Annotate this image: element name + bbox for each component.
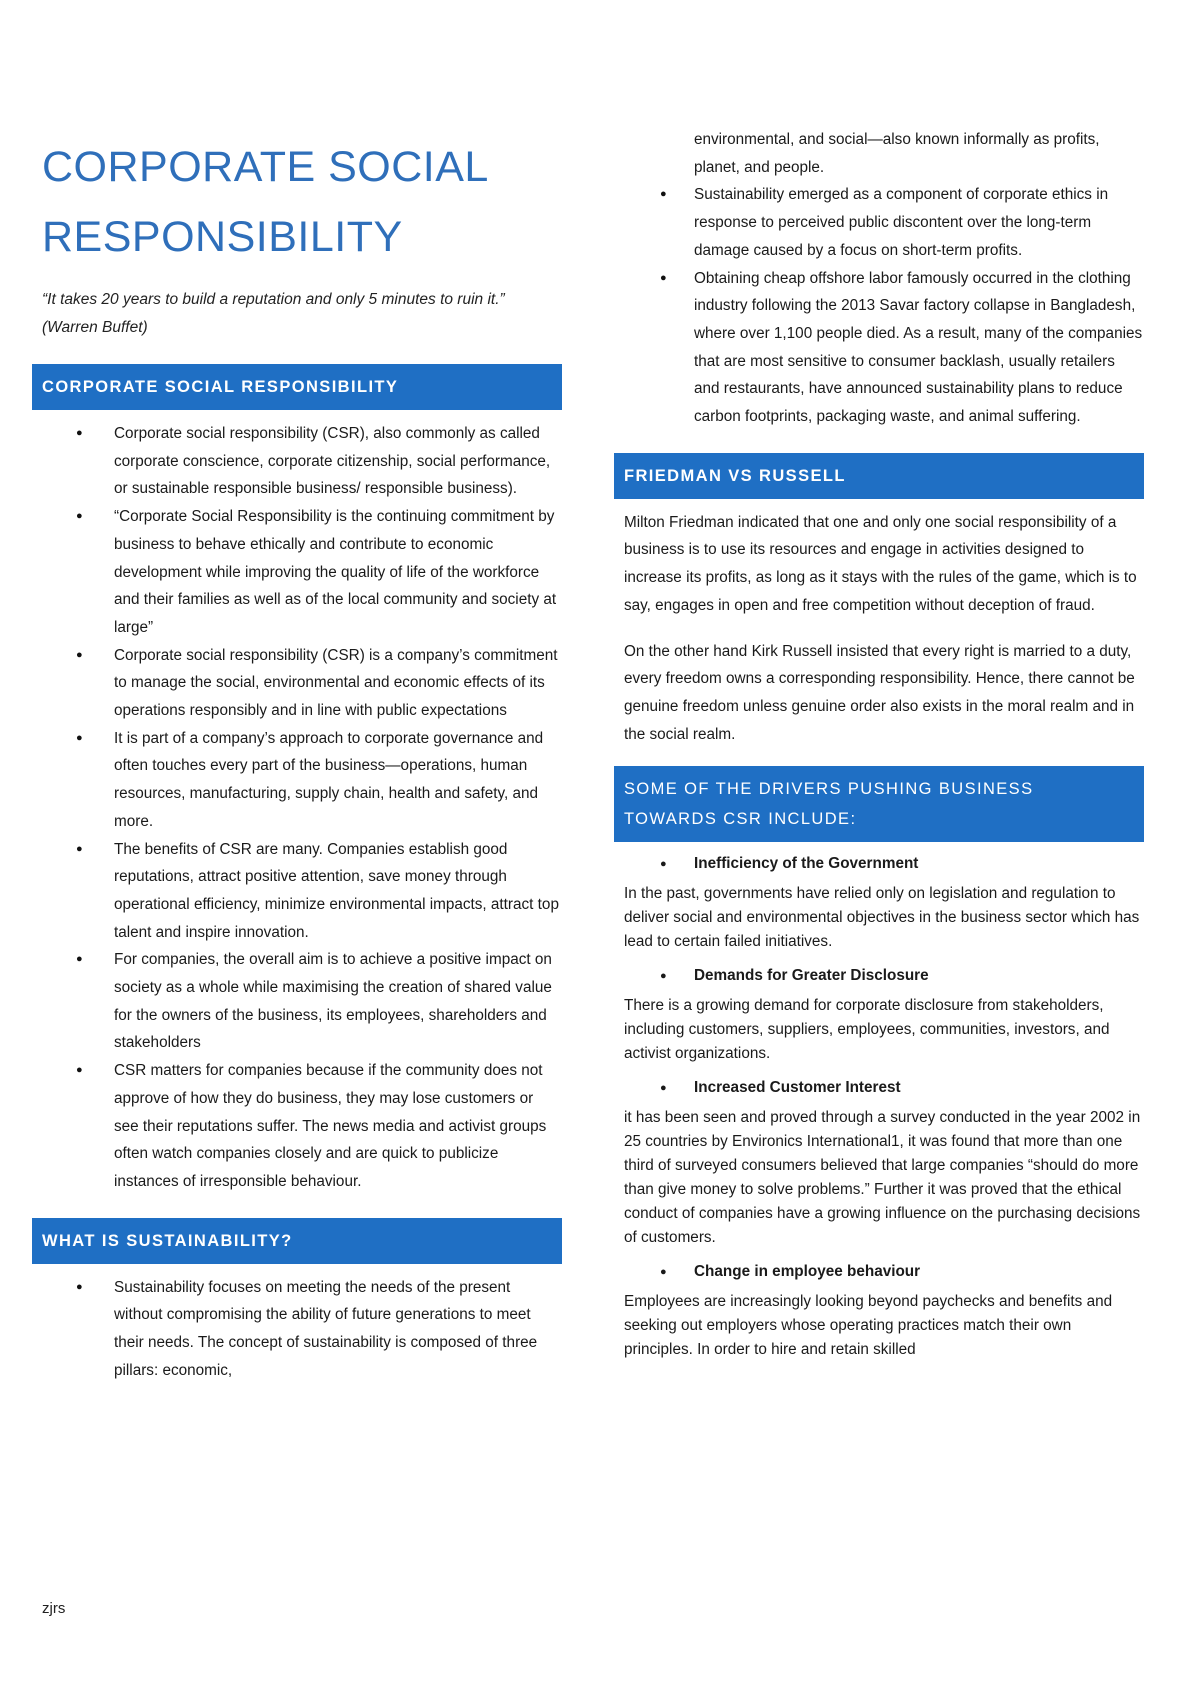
title-line-2: RESPONSIBILITY — [42, 213, 403, 261]
section-heading-csr: CORPORATE SOCIAL RESPONSIBILITY — [32, 364, 562, 410]
paragraph-russell: On the other hand Kirk Russell insisted that every right is married to a duty, every freedom owns a corresponding responsibility. Hence, there cannot be genuine freedom unless genuine order also exists in the moral realm and in the social realm. — [624, 642, 1135, 743]
opening-quote: “It takes 20 years to build a reputation and only 5 minutes to ruin it.” (Warren Buffet) — [42, 291, 505, 336]
list-item: ● The benefits of CSR are many. Companies establish good reputations, attract positive attention, save money through operational efficiency, minimize environmental impacts, attract top talent and inspire innovation. — [32, 836, 562, 947]
driver-text: In the past, governments have relied only on legislation and regulation to deliver social and environmental objectives in the business sector which has lead to certain failed initiatives. — [624, 885, 1140, 951]
footer-text: zjrs — [42, 1600, 66, 1617]
section-heading-friedman: FRIEDMAN VS RUSSELL — [614, 453, 1144, 499]
list-item: ● Sustainability emerged as a component of corporate ethics in response to perceived public discontent over the long-term damage caused by a focus on short-term profits. — [614, 181, 1144, 264]
list-item-continued: environmental, and social—also known informally as profits, planet, and people. — [694, 131, 1100, 176]
left-column — [32, 132, 562, 1407]
list-item: ● “Corporate Social Responsibility is the continuing commitment by business to behave ethically and contribute to economic development while improving the quality of life of the workforce and their families as well as of the local community and society at large” — [32, 503, 562, 642]
list-item: ● Corporate social responsibility (CSR) is a company’s commitment to manage the social, environmental and economic effects of its operations responsibly and in line with public expectations — [32, 642, 562, 725]
sustainability-bullet-list — [32, 1274, 562, 1385]
driver-text: it has been seen and proved through a survey conducted in the year 2002 in 25 countries by Environics International1, it was found that more than one third of surveyed consumers believed that large companies “should do more than give money to solve problems.” Further it was proved that the ethical conduct of companies have a growing influence on the purchasing decisions of customers. — [624, 1109, 1141, 1247]
section-heading-drivers — [614, 766, 1144, 842]
paragraph-friedman: Milton Friedman indicated that one and only one social responsibility of a business is to use its resources and engage in activities designed to increase its profits, as long as it stays with the rules of the game, which is to say, engages in open and free competition without deception of fraud. — [624, 513, 1137, 614]
csr-bullet-list — [32, 420, 562, 1196]
list-item: ● It is part of a company’s approach to corporate governance and often touches every part of the business—operations, human resources, manufacturing, supply chain, health and safety, and more. — [32, 725, 562, 836]
list-item: ● Sustainability focuses on meeting the needs of the present without compromising the ability of future generations to meet their needs. The concept of sustainability is composed of three pillars: economic, — [32, 1274, 562, 1385]
list-item: ● CSR matters for companies because if the community does not approve of how they do business, they may lose customers or see their reputations suffer. The news media and activist groups often watch companies closely and are quick to publicize instances of irresponsible behaviour. — [32, 1057, 562, 1196]
drivers-heading-line-1: SOME OF THE DRIVERS PUSHING BUSINESS — [624, 780, 1034, 799]
sustainability-bullet-list-continued — [614, 181, 1144, 430]
document-title — [42, 132, 562, 272]
driver-text: Employees are increasingly looking beyond paychecks and benefits and seeking out employers whose operating practices match their own principles. In order to hire and retain skilled — [624, 1293, 1113, 1359]
section-heading-sustainability: WHAT IS SUSTAINABILITY? — [32, 1218, 562, 1264]
list-item: ● For companies, the overall aim is to achieve a positive impact on society as a whole while maximising the creation of shared value for the owners of the business, its employees, shareholders and stakeholders — [32, 946, 562, 1057]
title-line-1: CORPORATE SOCIAL — [42, 143, 489, 191]
list-item: ● Obtaining cheap offshore labor famously occurred in the clothing industry following the 2013 Savar factory collapse in Bangladesh, where over 1,100 people died. As a result, many of the companies that are most sensitive to consumer backlash, usually retailers and restaurants, have announced sustainability plans to reduce carbon footprints, packaging waste, and animal suffering. — [614, 265, 1144, 431]
driver-label: ● Demands for Greater Disclosure — [614, 964, 1144, 988]
driver-text: There is a growing demand for corporate disclosure from stakeholders, including customers, suppliers, employees, communities, investors, and activist organizations. — [624, 997, 1110, 1063]
drivers-heading-line-2: TOWARDS CSR INCLUDE: — [624, 810, 857, 829]
driver-label: ● Change in employee behaviour — [614, 1260, 1144, 1284]
driver-label: ● Inefficiency of the Government — [614, 852, 1144, 876]
right-column — [614, 126, 1144, 1372]
driver-label: ● Increased Customer Interest — [614, 1076, 1144, 1100]
list-item: ● Corporate social responsibility (CSR), also commonly as called corporate conscience, corporate citizenship, social performance, or sustainable responsible business/ responsible business). — [32, 420, 562, 503]
